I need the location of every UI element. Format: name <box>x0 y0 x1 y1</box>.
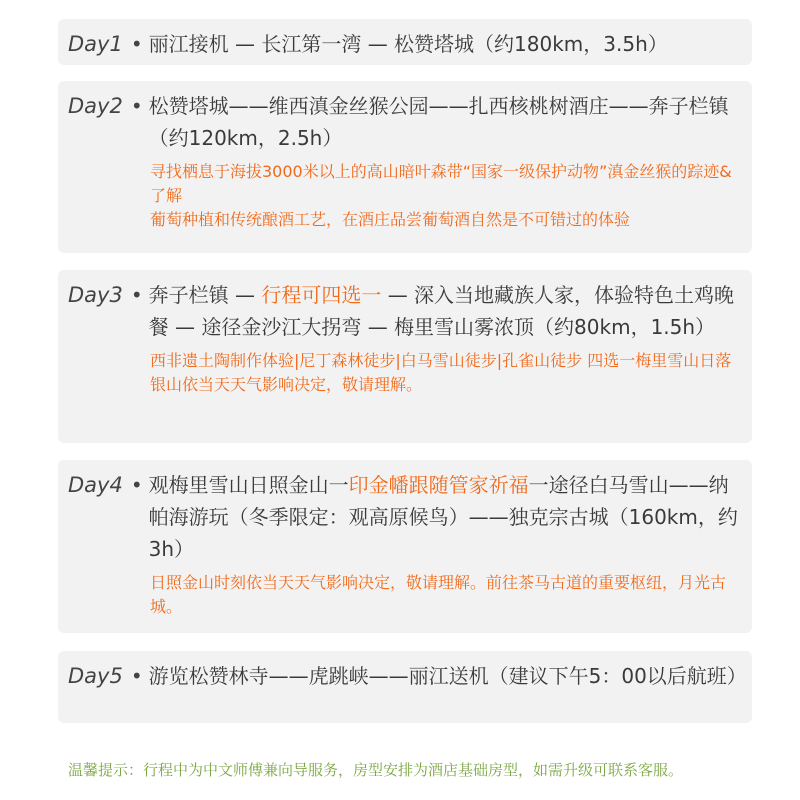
day-notes <box>68 160 740 232</box>
day-notes <box>68 571 740 619</box>
day-title: 松赞塔城——维西滇金丝猴公园——扎西核桃树酒庄——奔子栏镇（约120km，2.5h） <box>148 94 729 150</box>
day-card-5 <box>58 651 752 723</box>
day-title: 奔子栏镇 — 行程可四选一 — 深入当地藏族人家，体验特色土鸡晚餐 — 途径金沙江大拐弯 — 梅里雪山雾浓顶（约80km，1.5h） <box>148 283 735 339</box>
day-note: 日照金山时刻依当天天气影响决定，敬请理解。前往茶马古道的重要枢纽，月光古城。 <box>150 573 727 616</box>
highlight-text: 行程可四选一 <box>261 283 382 307</box>
day-title: 游览松赞林寺——虎跳峡——丽江送机（建议下午5：00以后航班） <box>148 664 747 688</box>
day-note: 葡萄种植和传统酿酒工艺，在酒庄品尝葡萄酒自然是不可错过的体验 <box>150 210 631 229</box>
bullet-icon: • <box>130 664 143 688</box>
footer-tip: 温馨提示：行程中为中文师傅兼向导服务，房型安排为酒店基础房型，如需升级可联系客服。 <box>68 761 684 779</box>
day-card-1 <box>58 19 752 65</box>
day-label: Day2 <box>68 94 123 118</box>
day-note: 寻找栖息于海拔3000米以上的高山暗叶森带“国家一级保护动物”滇金丝猴的踪迹&了解 <box>150 162 732 205</box>
highlight-text: 印金幡跟随管家祈福 <box>348 473 529 497</box>
day-title: 观梅里雪山日照金山一印金幡跟随管家祈福一途径白马雪山——纳帕海游玩（冬季限定：观高原候鸟）——独克宗古城（160km，约3h） <box>148 473 738 561</box>
day-notes <box>68 349 740 397</box>
day-label: Day4 <box>68 473 123 497</box>
day-card-2 <box>58 81 752 253</box>
day-card-4 <box>58 460 752 633</box>
day-label: Day1 <box>68 32 123 56</box>
day-card-3 <box>58 270 752 443</box>
day-label: Day5 <box>68 664 123 688</box>
day-title: 丽江接机 — 长江第一湾 — 松赞塔城（约180km，3.5h） <box>148 32 668 56</box>
bullet-icon: • <box>130 283 143 307</box>
bullet-icon: • <box>130 32 143 56</box>
day-note: 西非遗土陶制作体验|尼丁森林徒步|白马雪山徒步|孔雀山徒步 四选一梅里雪山日落银山依当天天气影响决定，敬请理解。 <box>150 351 732 394</box>
day-label: Day3 <box>68 283 123 307</box>
bullet-icon: • <box>130 473 143 497</box>
bullet-icon: • <box>130 94 143 118</box>
